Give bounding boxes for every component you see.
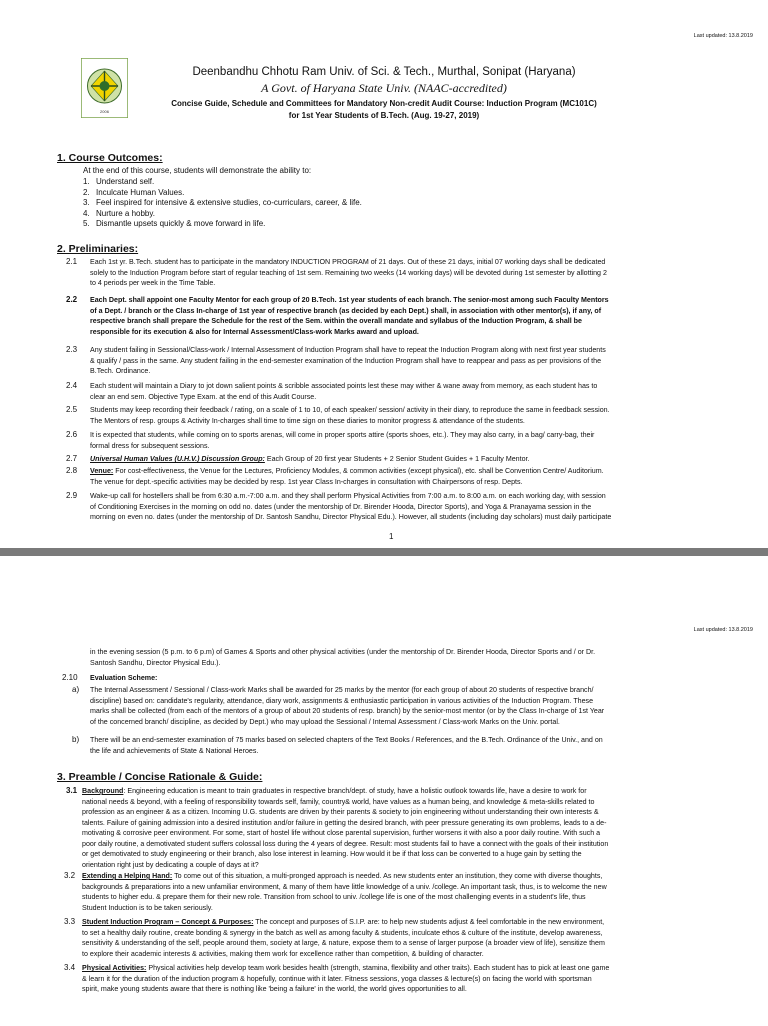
para-3-4: Physical Activities: Physical activities help develop team work besides health (strength, stamina, flexibility and other traits). Each student has to pick at least one game & learn it for the duration of the induction program & hopefully, continue with it later. Fitness sessions, yoga classes & lecture(s) on facing the world with sportsman spirit, make young students aware that there is nothing like 'being a failure' in the world, the world gives opportunities to all.: [82, 964, 610, 993]
para-3-2: Extending a Helping Hand: To come out of this situation, a multi-pronged approach is needed. As new students enter an institution, they come with diverse thoughts, backgrounds & preparations into a new unfamiliar environment, & many of them have little knowledge of a univ. /college. An important task, thus, is to welcome the new students to higher edu. & prepare them for their new role. Transition from school to univ. /college life is one of the most challenging events in a student's life, thus Student Induction is to be taken seriously.: [82, 872, 607, 912]
para-2-5: Students may keep recording their feedback / rating, on a scale of 1 to 10, of each speaker/ session/ activity in their diary, to reproduce the same in feedback session. The Mentors of resp. groups & Activity In-charges shall time to time sign on these diaries to monitor progress & attendance of the students.: [90, 406, 610, 425]
svg-text:2006: 2006: [100, 109, 109, 114]
para-number: 2.5: [66, 405, 78, 414]
last-updated: Last updated: 13.8.2019: [693, 33, 753, 39]
list-item: 2. Inculcate Human Values.: [83, 187, 185, 197]
para-number: 2.6: [66, 430, 78, 439]
para-2-10-a: The Internal Assessment / Sessional / Class-work Marks shall be awarded for 25 marks by the mentor (for each group of about 20 students of respective branch/ discipline) based on: candidate's regularity, attendance, diary work, assignments & enthusiastic participation in various activities of the Induction Program. These marks shall be collected (from each of the mentors of a group of about 20 students of resp. branch) by the senior-most mentor (or by the Class In-charge of 1st Year of the concerned branch/ discipline, as decided by Dept.) who may upload the Sessional / Internal Assessment / Class-work Marks on the Univ. portal.: [90, 686, 605, 726]
list-item: 4. Nurture a hobby.: [83, 208, 155, 218]
university-subtitle: A Govt. of Haryana State Univ. (NAAC-accredited): [261, 81, 507, 95]
para-2-9-continued: in the evening session (5 p.m. to 6 p.m) of Games & Sports and other physical activities (under the mentorship of Dr. Birender Hooda, Director Sports and / or Dr. Santosh Sandhu, Director Physical Edu.).: [90, 648, 596, 667]
document-subtitle: for 1st Year Students of B.Tech. (Aug. 19-27, 2019): [288, 111, 480, 120]
para-number: 2.2: [66, 295, 78, 304]
para-number: 3.1: [66, 786, 78, 795]
para-2-2: Each Dept. shall appoint one Faculty Mentor for each group of 20 B.Tech. 1st year students of each branch. The senior-most among such Faculty Mentors of a Dept. / branch or the Class In-charge of 1st year of respective branch (as decided by each Dept.) shall, in association with other mentor(s), if any, of respective branch shall prepare the Schedule for the rest of the Sem. within the overall mandate and syllabus of the Induction Program, & shall be responsible for its execution & also for Internal Assessment/Class-work Marks award and upload.: [90, 296, 609, 336]
para-number: 2.1: [66, 257, 78, 266]
list-item: 5. Dismantle upsets quickly & move forward in life.: [83, 219, 266, 228]
para-number: 3.3: [64, 917, 76, 926]
section-1-intro: At the end of this course, students will demonstrate the ability to:: [83, 166, 312, 175]
para-2-8: Venue: For cost-effectiveness, the Venue for the Lectures, Proficiency Modules, & common activities (except physical), etc. shall be Convention Centre/ Auditorium. The venue for dept.-specific activities may be decided by resp. 1st year Class In-charges in consultation with Chairpersons of resp. Depts.: [90, 467, 604, 486]
section-1-title: 1. Course Outcomes:: [57, 152, 163, 164]
para-number: 2.10: [62, 673, 78, 682]
outcomes-list: [83, 177, 362, 230]
para-2-4: Each student will maintain a Diary to jot down salient points & scribble associated points lest these may wither & wane away from memory, as each student has to clear an end sem. Objective Type Exam. at the end of this Audit Course.: [90, 382, 598, 401]
para-2-9: Wake-up call for hostellers shall be from 6:30 a.m.-7:00 a.m. and they shall perform Physical Activities from 7:00 a.m. to 8:00 a.m. on each working day, with session of Conditioning Exercises in the morning on odd no. dates (under the mentorship of Dr. Birender Hooda, Director Sports), and Yoga & Pranayama session in the morning on even no. dates (under the mentorship of Dr. Santosh Sandhu, Director Physical Edu.). However, all students (including day scholars) must daily participate: [90, 492, 612, 521]
para-2-10-b: There will be an end-semester examination of 75 marks based on selected chapters of the Text Books / References, and the B.Tech. Ordinance of the Univ., and on the life and achievements of State & National Heroes.: [90, 736, 603, 755]
para-2-1: Each 1st yr. B.Tech. student has to participate in the mandatory INDUCTION PROGRAM of 21 days. Out of these 21 days, initial 07 working days shall be dedicated solely to the Induction Program before start of regular teaching of 1st sem. Remaining two weeks (14 working days) will be devoted during 1st semester by allotting 2 to 4 periods per week in the Time Table.: [90, 258, 607, 287]
para-2-6: It is expected that students, while coming on to sports arenas, will come in proper sports attire (sports shoes, etc.). They may also carry, in a bag/ carry-bag, their formal dress for subsequent sessions.: [90, 431, 595, 450]
para-number: 3.4: [64, 963, 76, 972]
para-number: a): [72, 685, 80, 694]
university-name: Deenbandhu Chhotu Ram Univ. of Sci. & Tech., Murthal, Sonipat (Haryana): [192, 66, 576, 78]
para-2-3: Any student failing in Sessional/Class-work / Internal Assessment of Induction Program shall have to repeat the Induction Program along with next first year students & qualify / pass in the same. Any student failing in the end-semester examination of the Induction Program shall have to reappear and pass as per provisions of the B.Tech. Ordinance.: [90, 346, 606, 375]
document-title: Concise Guide, Schedule and Committees for Mandatory Non-credit Audit Course: Induction Program (MC101C): [171, 99, 597, 108]
para-number: 2.8: [66, 466, 78, 475]
page-number: 1: [389, 532, 394, 541]
last-updated: Last updated: 13.8.2019: [693, 627, 753, 633]
section-2-title: 2. Preliminaries:: [57, 243, 139, 255]
section-3-title: 3. Preamble / Concise Rationale & Guide:: [57, 771, 263, 783]
para-number: 3.2: [64, 871, 76, 880]
para-number: 2.9: [66, 491, 78, 500]
list-item: 1. Understand self.: [83, 177, 155, 186]
para-number: b): [72, 735, 80, 744]
para-number: 2.3: [66, 345, 78, 354]
para-3-1: Background: Engineering education is meant to train graduates in respective branch/dept. of study, have a holistic outlook towards life, have a desire to work for national needs & beyond, with a feeling of responsibility towards self, family, country& world, have values as a human being, and knowledge & meta-skills related to profession as an engineer & as a citizen. Incoming U.G. students are driven by their parents & society to join engineering without understanding their own interests & talents. Failure of gaining admission into a desired institution and/or failure in getting the desired branch, with peer pressure generating its own problems, leads to a de- motivating & corrosive peer environment. For some, start of hostel life without close parental supervision, further worsens it with also a poor daily routine. With such a poor daily routine, a demotivated student suffers colossal loss during the 4 years of degree. Result: most students fail to have a connect with the goals of their institution or get demotivated to study engineering or their branch, also lose interest in learning. How would it be if that loss can be converted to a huge gain by setting the orientation right just by dedicating a couple of days at it?: [82, 787, 609, 869]
document-page-2: [0, 556, 768, 1026]
para-number: 2.7: [66, 454, 78, 463]
para-2-7: Universal Human Values (U.H.V.) Discussion Group: Each Group of 20 first year Students + 2 Senior Student Guides + 1 Faculty Mentor.: [90, 455, 530, 463]
para-number: 2.4: [66, 381, 78, 390]
para-3-3: Student Induction Program – Concept & Purposes: The concept and purposes of S.I.P. are: to help new students adjust & feel comfortable in the new environment, to set a healthy daily routine, create bonding & synergy in the batch as well as among faculty & students, inculcate ethos & culture of the institute, develop awareness, sensitivity & understanding of the self, people around them, society at large, & nature, expose them to a sense of larger purpose (a broader view of life), sensitize them to explore their academic interests & activities, making them work for excellence rather than competition, & building of character.: [82, 918, 605, 958]
list-item: 3. Feel inspired for intensive & extensive studies, co-curriculars, career, & life.: [83, 198, 362, 207]
evaluation-scheme-label: Evaluation Scheme:: [90, 674, 158, 682]
